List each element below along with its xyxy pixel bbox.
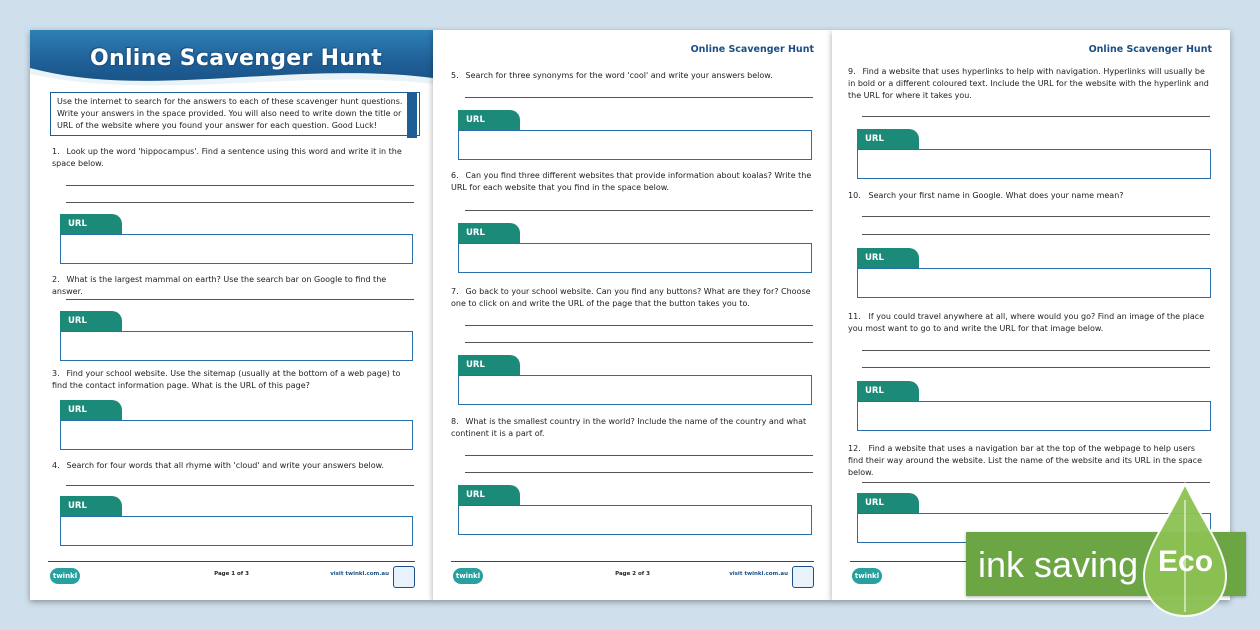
question-12: 12. Find a website that uses a navigation bar at the top of the webpage to help users find their way around the website. List the name of the website and its URL in the space below.	[848, 444, 1203, 477]
page-footer	[451, 561, 814, 592]
question-7: 7. Go back to your school website. Can you find any buttons? What are they for? Choose one to click on and write the URL of the page that the button takes you to.	[451, 287, 811, 308]
url-answer-box[interactable]	[60, 331, 413, 361]
url-label: URL	[857, 381, 919, 401]
page-header-title: Online Scavenger Hunt	[1088, 44, 1212, 55]
url-label: URL	[857, 493, 919, 513]
url-label: URL	[60, 400, 122, 420]
question-9: 9. Find a website that uses hyperlinks to help with navigation. Hyperlinks will usually be in bold or a different coloured text. Include the URL for the website with the hyperlink and the URL for where it takes you.	[848, 67, 1209, 100]
answer-line	[862, 367, 1210, 368]
url-label: URL	[857, 129, 919, 149]
answer-line	[465, 325, 813, 326]
visit-link: visit twinkl.com.au	[729, 571, 788, 577]
url-answer-box[interactable]	[60, 516, 413, 546]
url-label: URL	[458, 485, 520, 505]
answer-line	[66, 185, 414, 186]
worksheet-page-1	[30, 30, 433, 600]
url-label: URL	[60, 496, 122, 516]
instructions-tab	[407, 92, 417, 138]
eco-label: Eco	[1158, 545, 1214, 578]
question-10: 10. Search your first name in Google. What does your name mean?	[848, 191, 1124, 200]
question-2: 2. What is the largest mammal on earth? Use the search bar on Google to find the answer.	[52, 275, 387, 296]
page-number: Page 2 of 3	[615, 571, 650, 577]
answer-line	[862, 350, 1210, 351]
url-label: URL	[60, 214, 122, 234]
url-label: URL	[857, 248, 919, 268]
question-4: 4. Search for four words that all rhyme with 'cloud' and write your answers below.	[52, 461, 384, 470]
title-banner	[30, 30, 433, 90]
url-answer-box[interactable]	[857, 149, 1211, 179]
answer-line	[465, 210, 813, 211]
question-5: 5. Search for three synonyms for the word 'cool' and write your answers below.	[451, 71, 773, 80]
question-3: 3. Find your school website. Use the sitemap (usually at the bottom of a web page) to find the contact information page. What is the URL of this page?	[52, 369, 401, 390]
url-label: URL	[458, 110, 520, 130]
answer-line	[862, 116, 1210, 117]
answer-line	[862, 216, 1210, 217]
url-answer-box[interactable]	[857, 268, 1211, 298]
answer-line	[66, 485, 414, 486]
worksheet-page-2	[433, 30, 832, 600]
url-answer-box[interactable]	[458, 243, 812, 273]
url-answer-box[interactable]	[458, 505, 812, 535]
question-11: 11. If you could travel anywhere at all, where would you go? Find an image of the place you most want to go to and write the URL for that image below.	[848, 312, 1205, 333]
answer-line	[862, 234, 1210, 235]
page-header-title: Online Scavenger Hunt	[690, 44, 814, 55]
question-1: 1. Look up the word 'hippocampus'. Find a sentence using this word and write it in the space below.	[52, 147, 402, 168]
url-label: URL	[60, 311, 122, 331]
page-footer	[48, 561, 415, 592]
url-label: URL	[458, 355, 520, 375]
twinkl-logo: twinkl	[453, 568, 483, 584]
url-answer-box[interactable]	[458, 375, 812, 405]
question-8: 8. What is the smallest country in the world? Include the name of the country and what continent it is a part of.	[451, 417, 807, 438]
instructions-box: Use the internet to search for the answers to each of these scavenger hunt questions. Write your answers in the space provided. You will also need to write down the title or URL of the website where you found your answer for each question. Good Luck!	[50, 92, 420, 136]
answer-line	[66, 202, 414, 203]
twinkl-logo: twinkl	[50, 568, 80, 584]
answer-line	[465, 342, 813, 343]
answer-line	[465, 455, 813, 456]
answer-line	[465, 97, 813, 98]
worksheet-title: Online Scavenger Hunt	[90, 46, 383, 71]
twinkl-logo: twinkl	[852, 568, 882, 584]
answer-line	[465, 472, 813, 473]
curriculum-seal-icon	[792, 566, 814, 588]
ink-saving-text: ink saving	[978, 544, 1139, 585]
curriculum-seal-icon	[393, 566, 415, 588]
page-number: Page 1 of 3	[214, 571, 249, 577]
url-answer-box[interactable]	[857, 401, 1211, 431]
answer-line	[66, 299, 414, 300]
url-label: URL	[458, 223, 520, 243]
url-answer-box[interactable]	[458, 130, 812, 160]
question-6: 6. Can you find three different websites that provide information about koalas? Write the URL for each website that you find in the space below.	[451, 171, 812, 192]
visit-link: visit twinkl.com.au	[330, 571, 389, 577]
url-answer-box[interactable]	[60, 234, 413, 264]
url-answer-box[interactable]	[60, 420, 413, 450]
